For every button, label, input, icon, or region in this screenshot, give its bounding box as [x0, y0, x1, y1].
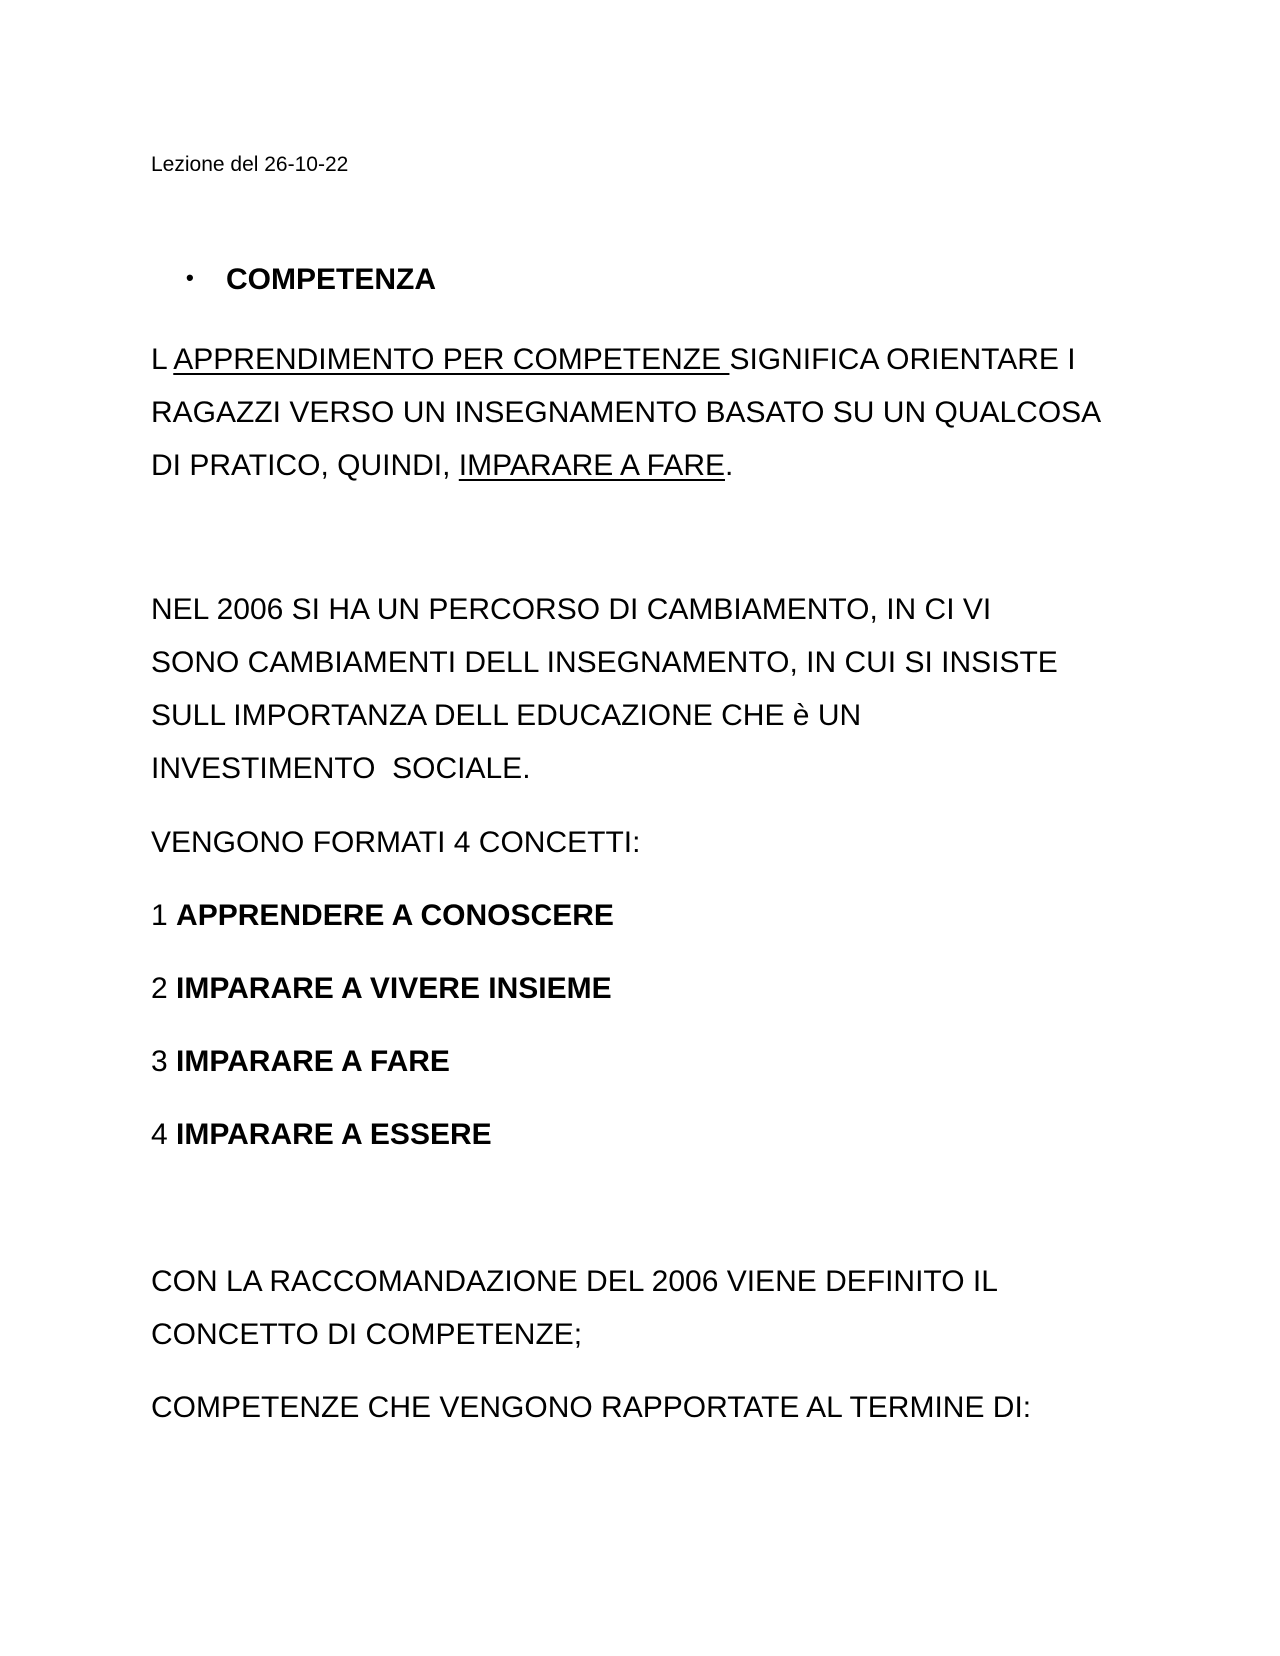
paragraph-line: SONO CAMBIAMENTI DELL INSEGNAMENTO, IN CUI SI INSISTE [151, 646, 1058, 679]
concept-number: 2 [151, 972, 168, 1005]
concept-item [151, 1035, 450, 1088]
concept-item [151, 889, 614, 942]
concept-item [151, 962, 612, 1015]
bullet-icon: • [186, 265, 194, 290]
paragraph-raccomandazione [151, 1255, 998, 1361]
paragraph-definition [151, 333, 1101, 492]
text-fragment: DI PRATICO, QUINDI, [151, 449, 459, 482]
concept-text: IMPARARE A ESSERE [176, 1118, 492, 1151]
concept-text: IMPARARE A VIVERE INSIEME [176, 972, 612, 1005]
paragraph-2006 [151, 583, 1058, 795]
text-fragment: SIGNIFICA ORIENTARE I [729, 343, 1076, 376]
paragraph-line: SULL IMPORTANZA DELL EDUCAZIONE CHE è UN [151, 699, 862, 732]
underlined-term: APPRENDIMENTO PER COMPETENZE [173, 343, 730, 376]
text-fragment: L [151, 343, 174, 376]
paragraph-line: NEL 2006 SI HA UN PERCORSO DI CAMBIAMENTO, IN CI VI [151, 593, 992, 626]
section-heading: COMPETENZA [226, 263, 436, 296]
underlined-term: IMPARARE A FARE [458, 449, 725, 482]
bullet-heading [186, 263, 436, 297]
paragraph-line: INVESTIMENTO SOCIALE. [151, 752, 531, 785]
paragraph-line [151, 439, 1101, 492]
paragraph-termine: COMPETENZE CHE VENGONO RAPPORTATE AL TERMINE DI: [151, 1391, 1032, 1424]
concept-text: IMPARARE A FARE [176, 1045, 450, 1078]
concept-text: APPRENDERE A CONOSCERE [176, 899, 614, 932]
paragraph-line: RAGAZZI VERSO UN INSEGNAMENTO BASATO SU UN QUALCOSA [151, 396, 1102, 429]
concept-number: 3 [151, 1045, 168, 1078]
lesson-date: Lezione del 26-10-22 [151, 153, 349, 176]
concepts-intro: VENGONO FORMATI 4 CONCETTI: [151, 826, 641, 859]
paragraph-line: CONCETTO DI COMPETENZE; [151, 1318, 583, 1351]
paragraph-line [151, 333, 1101, 386]
paragraph-line: CON LA RACCOMANDAZIONE DEL 2006 VIENE DEFINITO IL [151, 1265, 998, 1298]
text-fragment: . [725, 449, 734, 482]
concept-number: 4 [151, 1118, 168, 1151]
concept-item [151, 1108, 492, 1161]
concept-number: 1 [151, 899, 168, 932]
